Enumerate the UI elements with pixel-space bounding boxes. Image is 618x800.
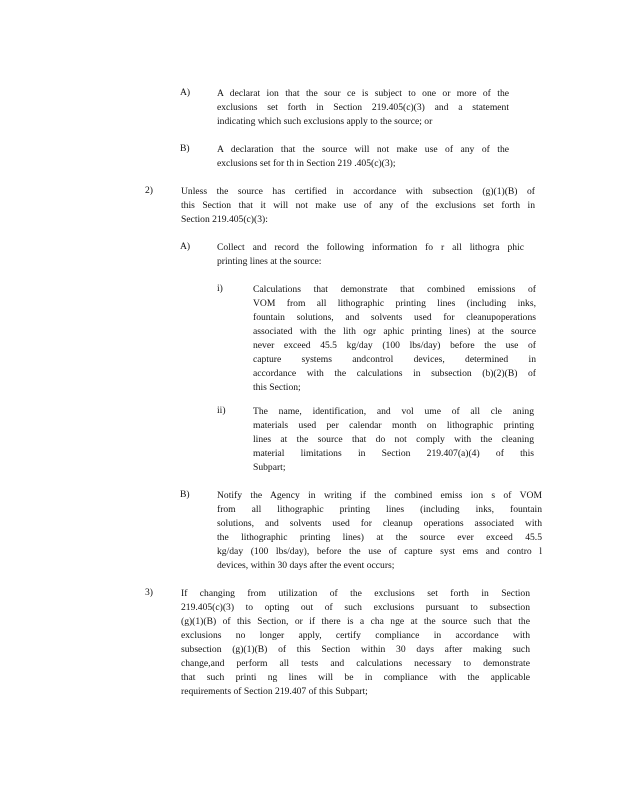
text-line: Collect and record the following information fo r all lithogra phic — [217, 242, 524, 253]
text-line: (g)(1)(B) of this Section, or if there is a cha nge at the source such that the — [181, 616, 530, 627]
text-line: never exceed 45.5 kg/day (100 lbs/day) before the use of — [253, 340, 536, 351]
text-line: indicating which such exclusions apply to the source; or — [217, 116, 433, 127]
text-line: Section 219.405(c)(3): — [181, 214, 268, 225]
text-line: capture systems andcontrol devices, determined in — [253, 354, 536, 365]
item-ii-text — [253, 405, 534, 475]
text-line: printing lines at the source: — [217, 256, 322, 267]
text-line: associated with the lith ogr aphic printing lines) at the source — [253, 326, 536, 337]
item-2-text — [181, 185, 535, 227]
text-line: materials used per calendar month on lithographic printing — [253, 420, 534, 431]
text-line: Calculations that demonstrate that combined emissions of — [253, 284, 536, 295]
text-line: exclusions set for th in Section 219 .405(c)(3); — [217, 158, 396, 169]
item-label: ii) — [217, 405, 226, 416]
text-line: Subpart; — [253, 462, 286, 473]
text-line: VOM from all lithographic printing lines (including inks, — [253, 298, 536, 309]
text-line: lines at the source that do not comply with the cleaning — [253, 434, 534, 445]
item-i-text — [253, 283, 536, 395]
text-line: devices, within 30 days after the event occurs; — [217, 560, 395, 571]
item-a2-text — [217, 241, 524, 269]
item-b1-text — [217, 143, 509, 171]
item-a1-text — [217, 87, 509, 129]
text-line: exclusions set forth in Section 219.405(c)(3) and a statement — [217, 102, 509, 113]
text-line: from all lithographic printing lines (including inks, fountain — [217, 504, 542, 515]
item-label: A) — [180, 241, 191, 252]
text-line: A declaration that the source will not make use of any of the — [217, 144, 509, 155]
text-line: Unless the source has certified in accordance with subsection (g)(1)(B) of — [181, 186, 535, 197]
item-label: i) — [217, 283, 223, 294]
text-line: kg/day (100 lbs/day), before the use of capture syst ems and contro l — [217, 546, 542, 557]
text-line: change,and perform all tests and calculations necessary to demonstrate — [181, 658, 530, 669]
item-3-text — [181, 587, 530, 699]
text-line: that such printi ng lines will be in compliance with the applicable — [181, 672, 530, 683]
item-label: 2) — [145, 185, 153, 196]
text-line: requirements of Section 219.407 of this Subpart; — [181, 686, 368, 697]
text-line: solutions, and solvents used for cleanup operations associated with — [217, 518, 542, 529]
text-line: subsection (g)(1)(B) of this Section within 30 days after making such — [181, 644, 530, 655]
item-label: B) — [180, 143, 190, 154]
text-line: the lithographic printing lines) at the source ever exceed 45.5 — [217, 532, 542, 543]
item-label: 3) — [145, 587, 153, 598]
text-line: Notify the Agency in writing if the combined emiss ion s of VOM — [217, 490, 542, 501]
text-line: If changing from utilization of the exclusions set forth in Section — [181, 588, 530, 599]
item-label: A) — [180, 87, 191, 98]
text-line: The name, identification, and vol ume of all cle aning — [253, 406, 534, 417]
text-line: this Section; — [253, 382, 301, 393]
text-line: exclusions no longer apply, certify compliance in accordance with — [181, 630, 530, 641]
text-line: material limitations in Section 219.407(a)(4) of this — [253, 448, 534, 459]
text-line: A declarat ion that the sour ce is subject to one or more of the — [217, 88, 509, 99]
text-line: fountain solutions, and solvents used for cleanupoperations — [253, 312, 536, 323]
text-line: this Section that it will not make use of any of the exclusions set forth in — [181, 200, 535, 211]
item-label: B) — [180, 489, 190, 500]
item-b2-text — [217, 489, 542, 573]
text-line: accordance with the calculations in subsection (b)(2)(B) of — [253, 368, 536, 379]
text-line: 219.405(c)(3) to opting out of such exclusions pursuant to subsection — [181, 602, 530, 613]
